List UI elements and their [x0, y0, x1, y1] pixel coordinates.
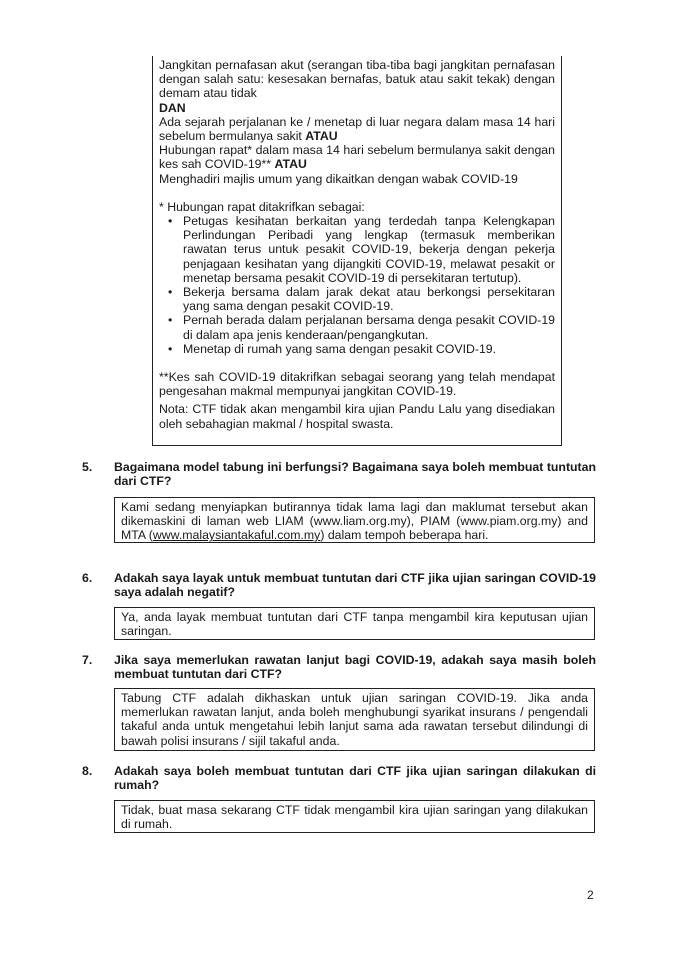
- list-item: • Menetap di rumah yang sama dengan pesakit COVID-19.: [183, 342, 555, 356]
- question-number: 7.: [82, 653, 93, 667]
- criteria-note: Nota: CTF tidak akan mengambil kira ujian Pandu Lalu yang disediakan oleh sebahagian makmal / hospital swasta.: [159, 402, 555, 431]
- answer-text: Tabung CTF adalah dikhaskan untuk ujian saringan COVID-19. Jika anda memerlukan rawatan lanjut, anda boleh menghubungi syarikat insurans / pengendali takaful anda untuk mengetahui lebih lanjut sama ada rawatan tersebut dilindungi di bawah polisi insurans / sijil takaful anda.: [121, 691, 588, 748]
- list-item: • Pernah berada dalam perjalanan bersama denga pesakit COVID-19 di dalam apa jenis kenderaan/pengangkutan.: [183, 313, 555, 341]
- question-text: Adakah saya boleh membuat tuntutan dari CTF jika ujian saringan dilakukan di rumah?: [114, 764, 596, 793]
- question-6: [82, 571, 596, 599]
- question-text: Bagaimana model tabung ini berfungsi? Bagaimana saya boleh membuat tuntutan dari CTF?: [114, 460, 596, 489]
- criteria-box: [152, 56, 562, 446]
- question-number: 6.: [82, 571, 93, 585]
- question-number: 5.: [82, 460, 93, 474]
- answer-text: Tidak, buat masa sekarang CTF tidak mengambil kira ujian saringan yang dilakukan di rumah.: [121, 803, 588, 832]
- mta-link[interactable]: www.malaysiantakaful.com.my: [152, 528, 321, 543]
- confirmed-case-definition: **Kes sah COVID-19 ditakrifkan sebagai seorang yang telah mendapat pengesahan makmal mempunyai jangkitan COVID-19.: [159, 370, 555, 399]
- criteria-and: DAN: [159, 100, 186, 115]
- answer-5-box: [114, 497, 595, 543]
- close-contact-list: [159, 214, 555, 356]
- list-item: • Bekerja bersama dalam jarak dekat atau berkongsi persekitaran yang sama dengan pesakit COVID-19.: [183, 285, 555, 313]
- criteria-line-1: Jangkitan pernafasan akut (serangan tiba-tiba bagi jangkitan pernafasan dengan salah satu: kesesakan bernafas, batuk atau sakit tekak) dengan demam atau tidak: [159, 58, 555, 101]
- answer-text: Ya, anda layak membuat tuntutan dari CTF tanpa mengambil kira keputusan ujian saringan.: [121, 610, 588, 639]
- criteria-line-4: Menghadiri majlis umum yang dikaitkan dengan wabak COVID-19: [159, 171, 518, 186]
- answer-8-box: [114, 800, 595, 833]
- answer-7-box: [114, 688, 595, 751]
- close-contact-heading: * Hubungan rapat ditakrifkan sebagai:: [159, 199, 365, 214]
- answer-6-box: [114, 607, 595, 640]
- answer-text: Kami sedang menyiapkan butirannya tidak lama lagi dan maklumat tersebut akan dikemaskini di laman web LIAM (www.liam.org.my), PIAM (www.piam.org.my) and MTA (www.malaysiantakaful.com.my) dalam tempoh beberapa hari.: [121, 500, 588, 543]
- list-item: • Petugas kesihatan berkaitan yang terdedah tanpa Kelengkapan Perlindungan Peribadi yang lengkap (termasuk memberikan rawatan terus untuk pesakit COVID-19, bekerja dengan pekerja penjagaan kesihatan yang dijangkiti COVID-19, melawat pesakit or menetap bersama pesakit COVID-19 di persekitaran tertutup).: [183, 214, 555, 285]
- criteria-line-2: Ada sejarah perjalanan ke / menetap di luar negara dalam masa 14 hari sebelum bermulanya sakit ATAU: [159, 114, 555, 144]
- question-7: [82, 653, 596, 681]
- question-text: Adakah saya layak untuk membuat tuntutan dari CTF jika ujian saringan COVID-19 saya adalah negatif?: [114, 571, 596, 600]
- question-8: [82, 764, 596, 792]
- question-text: Jika saya memerlukan rawatan lanjut bagi COVID-19, adakah saya masih boleh membuat tuntutan dari CTF?: [114, 653, 596, 682]
- page-number: 2: [587, 888, 594, 902]
- criteria-line-3: Hubungan rapat* dalam masa 14 hari sebelum bermulanya sakit dengan kes sah COVID-19** ATAU: [159, 143, 555, 172]
- question-number: 8.: [82, 764, 93, 778]
- question-5: [82, 460, 596, 488]
